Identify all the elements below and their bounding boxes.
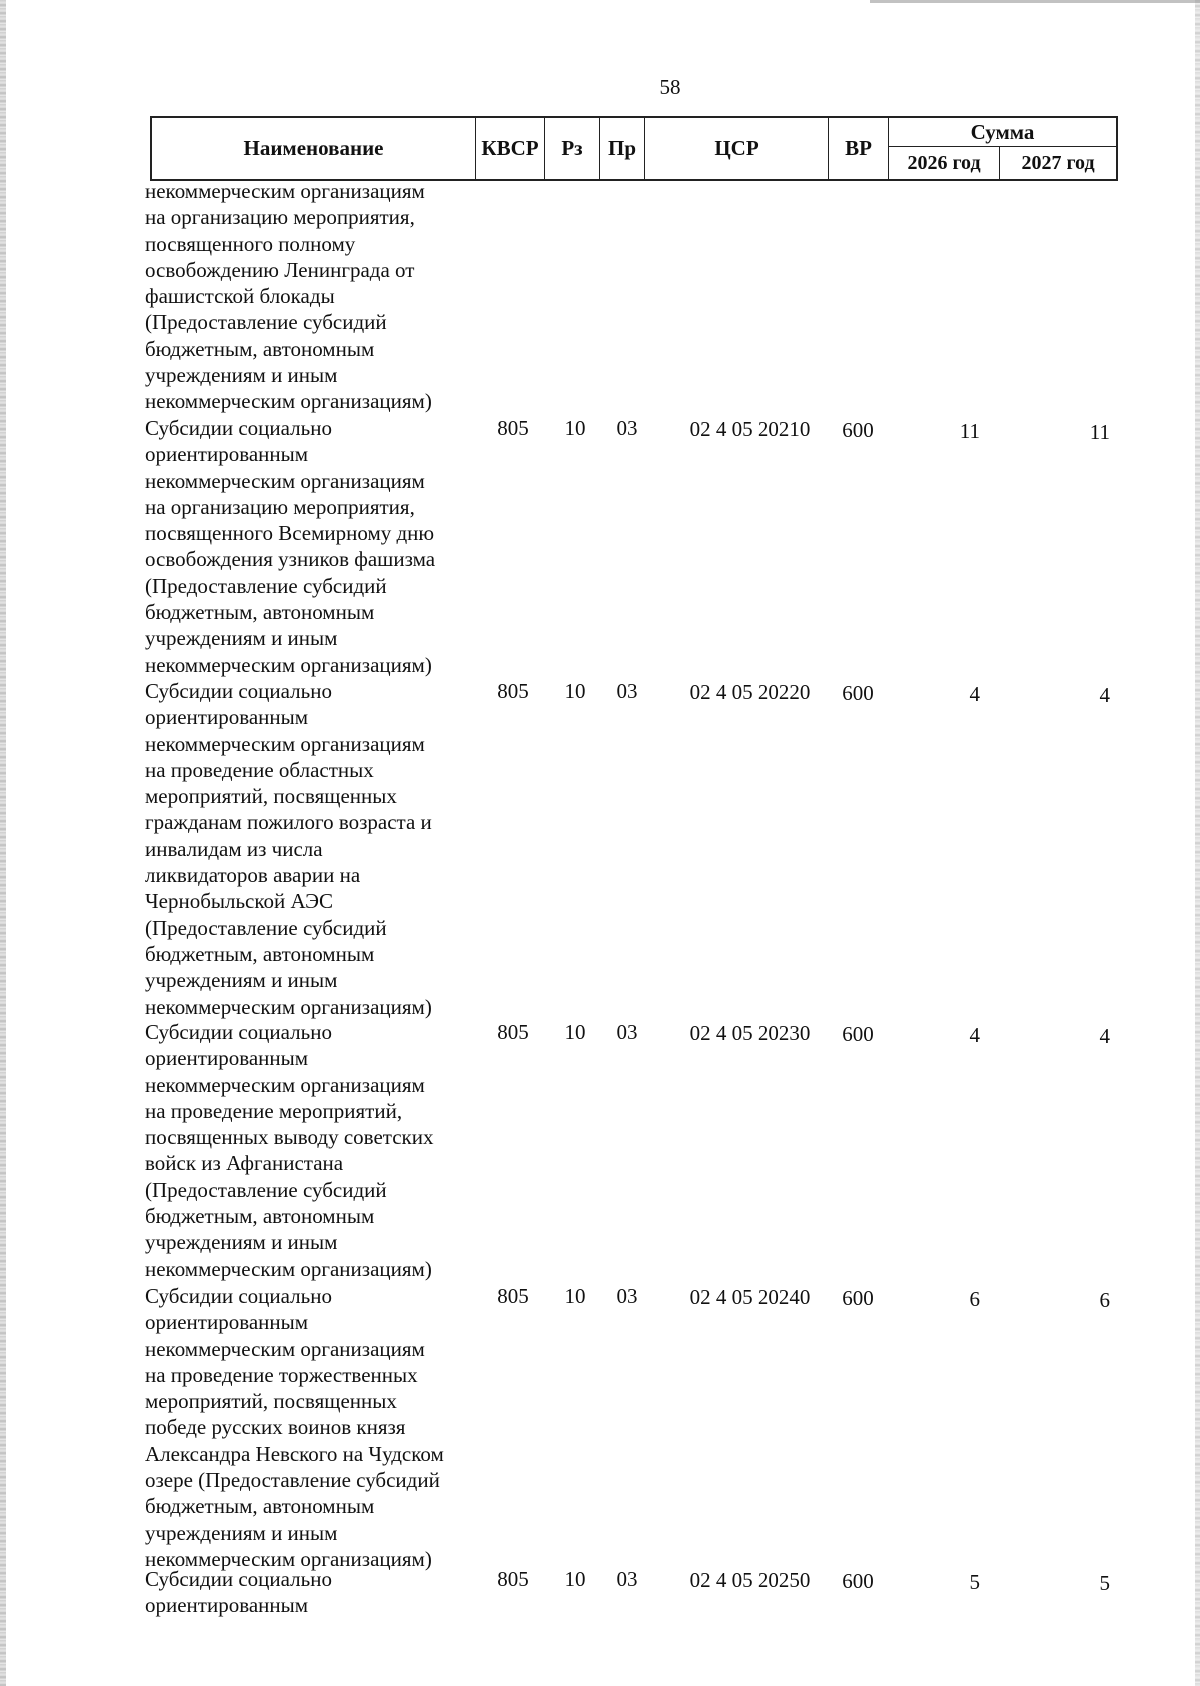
row-rz: 10 (564, 416, 586, 440)
row-sum-2026: 11 (959, 419, 980, 443)
scan-edge-right (1195, 0, 1200, 1686)
row-vr: 600 (842, 1286, 874, 1310)
row-pr: 03 (616, 679, 638, 703)
row-name: Субсидии социально ориентированным (145, 1567, 332, 1618)
header-kvsr: КВСР (476, 118, 545, 179)
row-pr: 03 (616, 1284, 638, 1308)
row-sum-2026: 5 (969, 1570, 980, 1594)
row-sum-2027: 6 (1099, 1288, 1110, 1312)
row-kvsr: 805 (497, 1567, 529, 1591)
row-csr: 02 4 05 20240 (689, 1285, 811, 1309)
row-vr: 600 (842, 1569, 874, 1593)
row-kvsr: 805 (497, 1020, 529, 1044)
header-year-2027: 2027 год (1021, 151, 1095, 174)
row-vr: 600 (842, 681, 874, 705)
row-pr: 03 (616, 416, 638, 440)
row-pr: 03 (616, 1020, 638, 1044)
row-csr: 02 4 05 20230 (689, 1021, 811, 1045)
header-rz: Рз (545, 118, 600, 179)
row-rz: 10 (564, 1284, 586, 1308)
row-csr: 02 4 05 20210 (689, 417, 811, 441)
header-year-2026: 2026 год (889, 147, 1000, 179)
row-sum-2027: 4 (1099, 1024, 1110, 1048)
row-csr: 02 4 05 20250 (689, 1568, 811, 1592)
row-name: Субсидии социально ориентированным некоммерческим организациям на проведение торжественных мероприятий, посвященных победе русских воинов князя Александра Невского на Чудском озере (Предоставление субсидий бюджетным, автономным учреждениям и иным некоммерческим организациям) (145, 1284, 444, 1571)
row-name: Субсидии социально ориентированным некоммерческим организациям на проведение мероприятий, посвященных выводу советских войск из Афганистана (Предоставление субсидий бюджетным, автономным учреждениям и иным некоммерческим организациям) (145, 1020, 434, 1281)
row-vr: 600 (842, 1022, 874, 1046)
row-vr: 600 (842, 418, 874, 442)
row-sum-2027: 4 (1099, 683, 1110, 707)
row-name: Субсидии социально ориентированным некоммерческим организациям на проведение областных мероприятий, посвященных гражданам пожилого возраста и инвалидам из числа ликвидаторов аварии на Чернобыльской АЭС (Предоставление субсидий бюджетным, автономным учреждениям и иным некоммерческим организациям) (145, 679, 432, 1019)
header-csr: ЦСР (645, 118, 829, 179)
row-sum-2026: 6 (969, 1287, 980, 1311)
header-pr: Пр (600, 118, 645, 179)
row-kvsr: 805 (497, 679, 529, 703)
header-sum: Сумма (889, 118, 1116, 147)
row-sum-2027: 11 (1089, 420, 1110, 444)
row-rz: 10 (564, 1567, 586, 1591)
row-sum-2026: 4 (969, 682, 980, 706)
row-rz: 10 (564, 679, 586, 703)
row-rz: 10 (564, 1020, 586, 1044)
row-sum-2027: 5 (1099, 1571, 1110, 1595)
row-kvsr: 805 (497, 416, 529, 440)
scan-edge-top (870, 0, 1200, 3)
header-vr: ВР (829, 118, 889, 179)
row-sum-2026: 4 (969, 1023, 980, 1047)
page-number: 58 (659, 75, 681, 99)
scan-edge-left (0, 0, 6, 1686)
header-name: Наименование (152, 118, 476, 179)
row-name: Субсидии социально ориентированным некоммерческим организациям на организацию мероприятия, посвященного Всемирному дню освобождения узников фашизма (Предоставление субсидий бюджетным, автономным учреждениям и иным некоммерческим организациям) (145, 416, 436, 677)
row-kvsr: 805 (497, 1284, 529, 1308)
continuation-text: некоммерческим организациям на организацию мероприятия, посвященного полному освобождению Ленинграда от фашистской блокады (Предоставление субсидий бюджетным, автономным учреждениям и иным некоммерческим организациям) (145, 179, 432, 414)
row-csr: 02 4 05 20220 (689, 680, 811, 704)
row-pr: 03 (616, 1567, 638, 1591)
table-header (150, 116, 1118, 181)
